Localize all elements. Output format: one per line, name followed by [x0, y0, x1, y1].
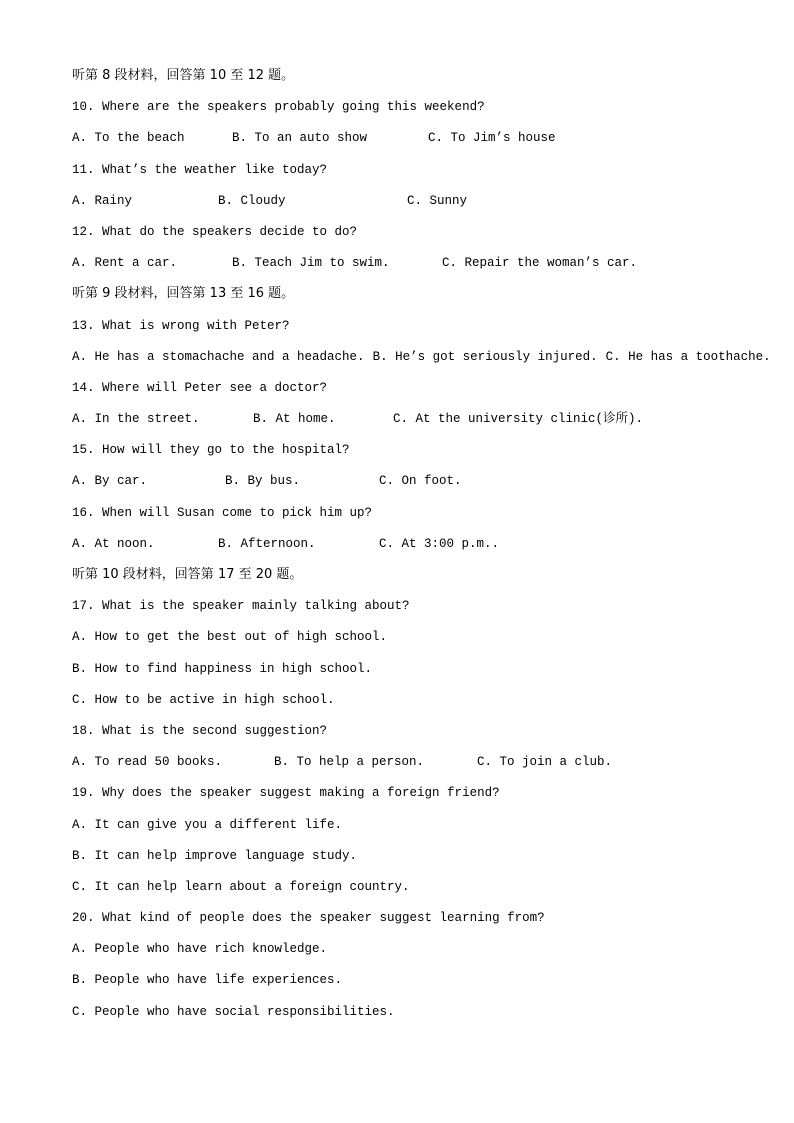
answer-options-row: [72, 409, 772, 440]
answer-option: B. How to find happiness in high school.: [72, 661, 373, 676]
answer-option: C. To Jim’s house: [428, 131, 556, 146]
question-stem: 20. What kind of people does the speaker suggest learning from?: [72, 911, 545, 926]
answer-option: B. To help a person.: [274, 755, 425, 770]
answer-option: A. To read 50 books.: [72, 755, 223, 770]
question-stem: 12. What do the speakers decide to do?: [72, 224, 358, 239]
answer-option: B. At home.: [253, 412, 336, 427]
answer-option: A. People who have rich knowledge.: [72, 942, 328, 957]
answer-option: A. How to get the best out of high school.: [72, 630, 388, 645]
answer-options-row: [72, 752, 772, 783]
answer-option: C. On foot.: [379, 474, 462, 489]
answer-options-row: [72, 191, 772, 222]
answer-option: A. By car.: [72, 474, 148, 489]
answer-option: A. In the street.: [72, 412, 200, 427]
answer-option: A. It can give you a different life.: [72, 817, 343, 832]
question-stem: 18. What is the second suggestion?: [72, 723, 328, 738]
answer-option: B. To an auto show: [232, 131, 368, 146]
answer-options-row: [72, 471, 772, 502]
answer-option: B. Cloudy: [218, 193, 286, 208]
question-stem: 10. Where are the speakers probably going this weekend?: [72, 100, 485, 115]
answer-option: C. Sunny: [407, 193, 468, 208]
answer-option: C. He has a toothache.: [605, 349, 771, 364]
answer-option: B. Teach Jim to swim.: [232, 256, 390, 271]
answer-option: C. People who have social responsibilities.: [72, 1004, 395, 1019]
answer-option: A. Rent a car.: [72, 256, 178, 271]
question-stem: 16. When will Susan come to pick him up?: [72, 505, 373, 520]
answer-option: C. At the university clinic(诊所).: [393, 412, 644, 427]
answer-option: B. It can help improve language study.: [72, 848, 358, 863]
answer-options-row: [72, 128, 772, 159]
question-stem: 14. Where will Peter see a doctor?: [72, 380, 328, 395]
answer-option: A. He has a stomachache and a headache.: [72, 349, 365, 364]
answer-option: A. Rainy: [72, 193, 133, 208]
answer-option: B. Afternoon.: [218, 536, 316, 551]
document-page: [72, 66, 772, 1033]
answer-options-row: [72, 253, 772, 284]
answer-option: A. At noon.: [72, 536, 155, 551]
answer-option: B. People who have life experiences.: [72, 973, 343, 988]
question-stem: 15. How will they go to the hospital?: [72, 443, 350, 458]
section-heading: 听第 8 段材料，回答第 10 至 12 题。: [72, 68, 295, 83]
answer-options-row: [72, 534, 772, 565]
question-stem: 19. Why does the speaker suggest making a foreign friend?: [72, 786, 500, 801]
answer-options-row: [72, 347, 772, 378]
question-stem: 13. What is wrong with Peter?: [72, 318, 290, 333]
answer-option: B. He’s got seriously injured.: [372, 349, 598, 364]
answer-option: C. At 3:00 p.m..: [379, 536, 500, 551]
answer-option: B. By bus.: [225, 474, 301, 489]
answer-option: A. To the beach: [72, 131, 185, 146]
section-heading: 听第 10 段材料，回答第 17 至 20 题。: [72, 567, 303, 582]
answer-option: C. Repair the woman’s car.: [442, 256, 638, 271]
answer-option: C. To join a club.: [477, 755, 613, 770]
answer-option: C. It can help learn about a foreign country.: [72, 879, 410, 894]
question-stem: 11. What’s the weather like today?: [72, 162, 328, 177]
question-stem: 17. What is the speaker mainly talking about?: [72, 599, 410, 614]
section-heading: 听第 9 段材料，回答第 13 至 16 题。: [72, 286, 295, 302]
answer-option: C. How to be active in high school.: [72, 692, 335, 707]
